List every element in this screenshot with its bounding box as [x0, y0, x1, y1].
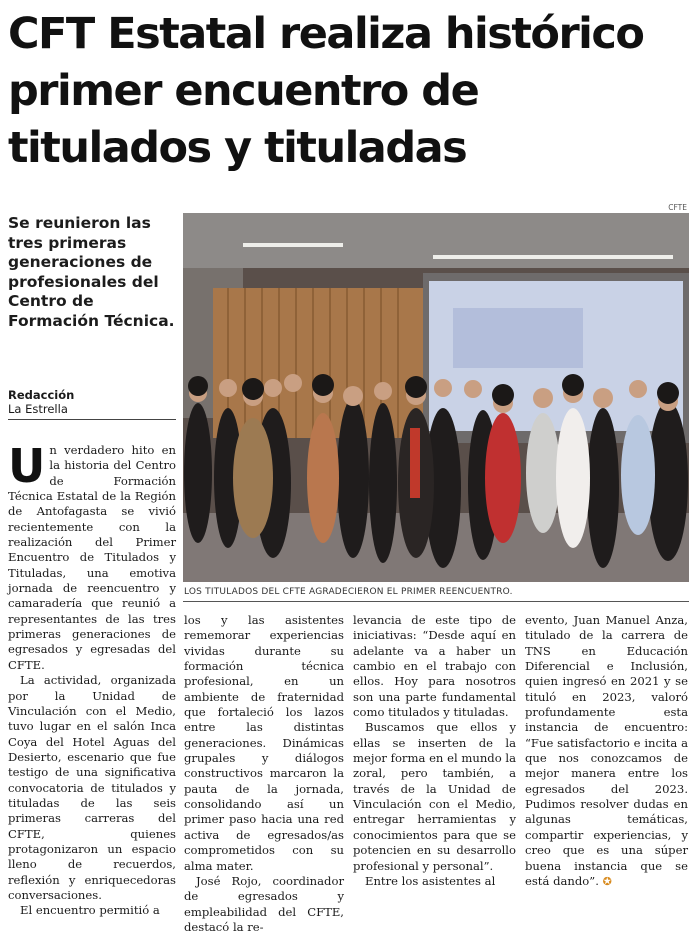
body-paragraph [525, 613, 688, 889]
headline-line-2: primer encuentro de [8, 66, 479, 116]
byline-outlet: La Estrella [8, 402, 68, 416]
photo-credit: CFTE [668, 203, 687, 212]
headline-line-1: CFT Estatal realiza histórico [8, 9, 644, 59]
body-text: evento, Juan Manuel Anza, titulado de la carrera de TNS en Educación Diferencial e Inclusión, quien ingresó en 2021 y se tituló en 2023, valoró profundamente esta instancia de encuentro: “Fue satisfactorio e incita a que nos conozcamos de mejor manera entre los egresados del 2023. Pudimos resolver dudas en algunas temáticas, compartir experiencias, y creo que es una súper buena instancia que se está dando”. [525, 613, 688, 888]
body-text: n verdadero hito en la historia del Centro de Formación Técnica Estatal de la Región de Antofagasta se vivió recientemente con la realización del Primer Encuentro de Titulados y Tituladas, una emotiva jornada de reencuentro y camaradería que reunió a representantes de las tres primeras generaciones de egresados y egresadas del CFTE. [8, 443, 176, 672]
body-column-1 [8, 439, 176, 919]
body-paragraph: Buscamos que ellos y ellas se inserten de la mejor forma en el mundo la zoral, pero también, a través de la Unidad de Vinculación con el Medio, entregar herramientas y conocimientos para que se potencien en su desarrollo profesional y personal”. [353, 720, 516, 873]
body-paragraph: La actividad, organizada por la Unidad de Vinculación con el Medio, tuvo lugar en el salón Inca Coya del Hotel Aguas del Desierto, escenario que fue testigo de una significativa convocatoria de titulados y tituladas de las seis primeras carreras del CFTE, quienes protagonizaron un espacio lleno de recuerdos, reflexión y enriquecedoras conversaciones. [8, 673, 176, 902]
drop-cap: U [8, 439, 46, 493]
body-paragraph: Entre los asistentes al [365, 873, 496, 888]
body-paragraph: El encuentro permitió a [20, 903, 160, 918]
body-paragraph: José Rojo, coordinador de egresados y empleabilidad del CFTE, destacó la re- [184, 873, 344, 934]
byline [8, 388, 178, 416]
group-photo [183, 213, 689, 582]
photo-caption: LOS TITULADOS DEL CFTE AGRADECIERON EL PRIMER REENCUENTRO. [184, 587, 513, 597]
body-column-4 [525, 613, 688, 889]
end-mark-icon: ✪ [602, 874, 612, 888]
deck-summary: Se reunieron las tres primeras generaciones de profesionales del Centro de Formación Técnica. [8, 214, 175, 330]
headline [8, 6, 688, 177]
body-paragraph: los y las asistentes rememorar experiencias vividas durante su formación técnica profesional, en un ambiente de fraternidad que fortaleció los lazos entre las distintas generaciones. Dinámicas grupales y diálogos constructivos marcaron la pauta de la jornada, consolidando así un primer paso hacia una red activa de egresados/as comprometidos con su alma mater. [184, 613, 344, 873]
group-photo-illustration [183, 213, 689, 582]
byline-author: Redacción [8, 388, 75, 402]
body-column-3 [353, 613, 516, 889]
body-paragraph [8, 439, 176, 673]
body-paragraph: levancia de este tipo de iniciativas: “Desde aquí en adelante va a haber un cambio en el trabajo con ellos. Hoy para nosotros son una parte fundamental como titulados y tituladas. [353, 613, 516, 720]
headline-line-3: titulados y tituladas [8, 123, 467, 173]
caption-divider [183, 601, 689, 602]
byline-divider [8, 419, 176, 420]
body-column-2 [184, 613, 344, 935]
